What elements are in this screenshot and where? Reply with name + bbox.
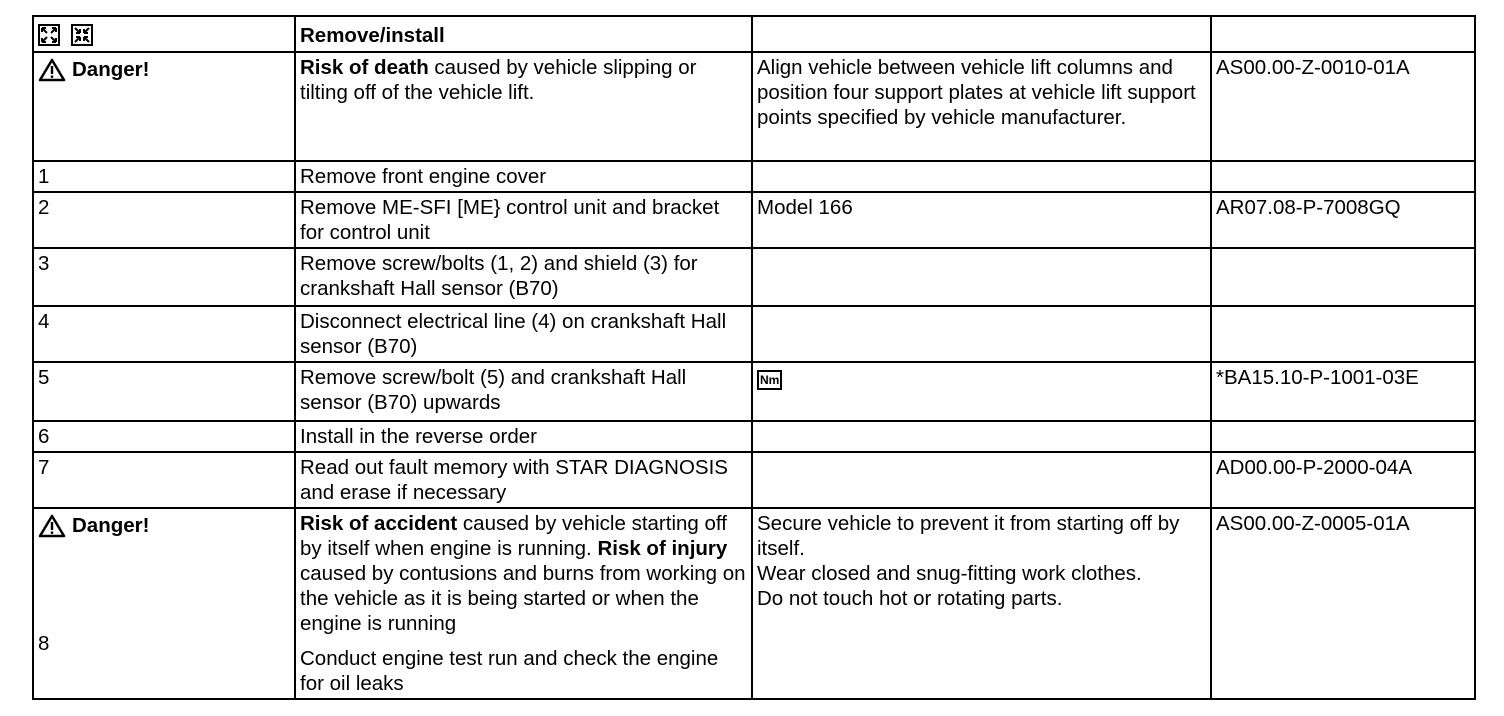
table-row — [33, 248, 1475, 306]
header-icons-cell — [33, 16, 295, 52]
risk-injury-bold: Risk of injury — [597, 537, 728, 560]
header-row — [33, 16, 1475, 52]
step-number: 6 — [33, 421, 295, 452]
note-cell — [752, 248, 1211, 306]
step-number: 5 — [33, 362, 295, 421]
table-row — [33, 192, 1475, 248]
note-cell — [752, 508, 1211, 699]
note-cell: Model 166 — [752, 192, 1211, 248]
reference-link[interactable]: AS00.00-Z-0005-01A — [1211, 508, 1475, 699]
risk-accident-bold: Risk of accident — [300, 512, 458, 535]
danger-label — [38, 513, 290, 538]
instruction-cell — [295, 508, 752, 699]
instruction-cell: Remove screw/bolts (1, 2) and shield (3) for crankshaft Hall sensor (B70) — [295, 248, 752, 306]
step-number: 7 — [33, 452, 295, 508]
instruction-cell: Install in the reverse order — [295, 421, 752, 452]
step-instruction: Conduct engine test run and check the engine for oil leaks — [300, 647, 719, 695]
step-number: 8 — [38, 632, 50, 655]
warning-triangle-icon — [38, 58, 66, 82]
instruction-cell: Disconnect electrical line (4) on crankshaft Hall sensor (B70) — [295, 306, 752, 362]
table-row — [33, 362, 1475, 421]
warning-triangle-icon — [38, 514, 66, 538]
step-number: 1 — [33, 161, 295, 192]
table-row — [33, 421, 1475, 452]
risk-text: caused by vehicle slipping or tilting off of the vehicle lift. — [300, 56, 697, 104]
instruction-cell: Remove ME-SFI [ME} control unit and bracket for control unit — [295, 192, 752, 248]
instruction-cell: Read out fault memory with STAR DIAGNOSIS and erase if necessary — [295, 452, 752, 508]
table-row — [33, 52, 1475, 161]
danger-text: Danger! — [72, 514, 150, 537]
note-cell — [752, 306, 1211, 362]
step-number: 3 — [33, 248, 295, 306]
step-number: 2 — [33, 192, 295, 248]
note-line: Wear closed and snug-fitting work clothes. — [757, 562, 1142, 585]
collapse-icon[interactable] — [71, 24, 93, 46]
torque-nm-icon[interactable]: Nm — [757, 370, 782, 390]
danger-text: Danger! — [72, 58, 150, 81]
reference-link[interactable] — [1211, 306, 1475, 362]
note-cell — [752, 161, 1211, 192]
reference-link[interactable] — [1211, 421, 1475, 452]
warning-text — [300, 511, 747, 636]
step-cell — [33, 52, 295, 161]
danger-label — [38, 57, 290, 82]
reference-link[interactable] — [1211, 161, 1475, 192]
instruction-cell: Remove screw/bolt (5) and crankshaft Hall sensor (B70) upwards — [295, 362, 752, 421]
note-cell — [752, 452, 1211, 508]
risk-accident-text: caused by vehicle starting off by itself when engine is running. — [300, 512, 727, 560]
expand-icon[interactable] — [38, 24, 60, 46]
note-cell: Align vehicle between vehicle lift columns and position four support plates at vehicle lift support points specified by vehicle manufacturer. — [752, 52, 1211, 161]
header-empty-cell — [1211, 16, 1475, 52]
note-cell — [752, 362, 1211, 421]
note-line: Do not touch hot or rotating parts. — [757, 587, 1063, 610]
step-number: 4 — [33, 306, 295, 362]
reference-link[interactable]: AS00.00-Z-0010-01A — [1211, 52, 1475, 161]
reference-link[interactable]: *BA15.10-P-1001-03E — [1211, 362, 1475, 421]
note-line: Secure vehicle to prevent it from starting off by itself. — [757, 512, 1180, 560]
note-cell — [752, 421, 1211, 452]
header-empty-cell — [752, 16, 1211, 52]
step-cell — [33, 508, 295, 699]
reference-link[interactable]: AR07.08-P-7008GQ — [1211, 192, 1475, 248]
instruction-cell: Remove front engine cover — [295, 161, 752, 192]
reference-link[interactable]: AD00.00-P-2000-04A — [1211, 452, 1475, 508]
table-row — [33, 508, 1475, 699]
risk-injury-text: caused by contusions and burns from working on the vehicle as it is being started or when the engine is running — [300, 562, 746, 635]
procedure-table — [32, 15, 1476, 700]
table-row — [33, 452, 1475, 508]
reference-link[interactable] — [1211, 248, 1475, 306]
header-title: Remove/install — [295, 16, 752, 52]
risk-bold: Risk of death — [300, 56, 429, 79]
instruction-cell — [295, 52, 752, 161]
table-row — [33, 306, 1475, 362]
table-row — [33, 161, 1475, 192]
